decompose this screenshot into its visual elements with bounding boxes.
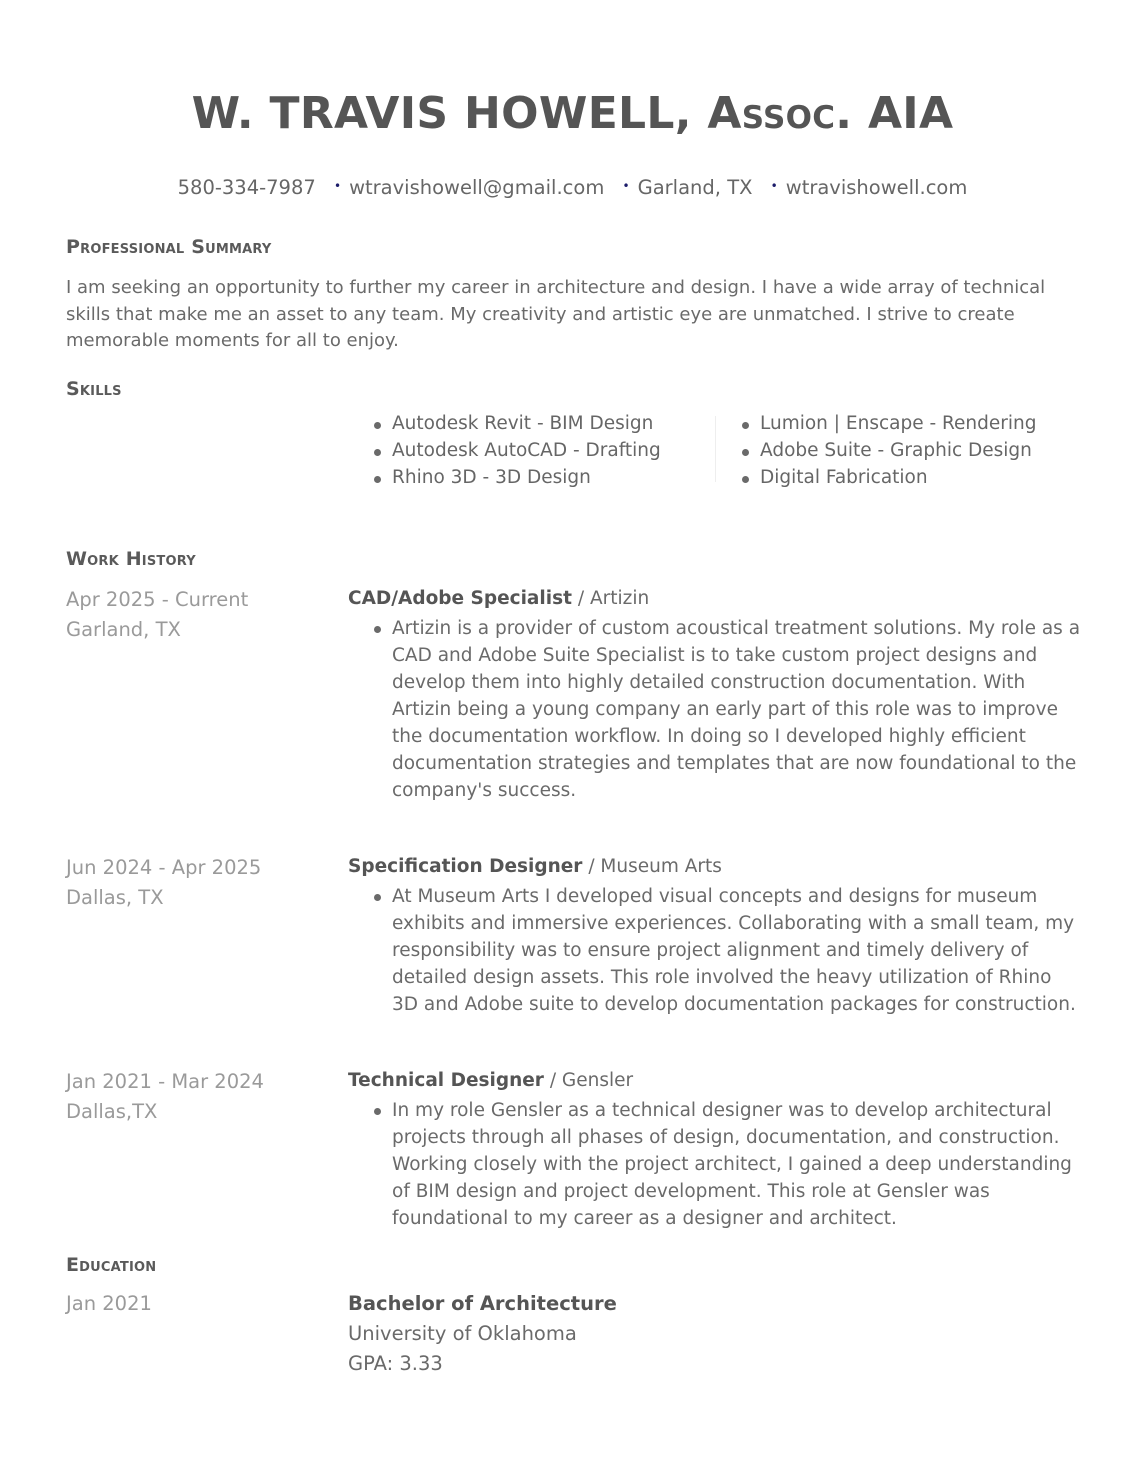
email-address: wtravishowell@gmail.com bbox=[349, 176, 605, 199]
job-title-line bbox=[348, 588, 649, 609]
skill-item: Digital Fabrication bbox=[740, 464, 1037, 491]
location: Garland, TX bbox=[637, 176, 753, 199]
education-school: University of Oklahoma bbox=[348, 1322, 577, 1345]
job-title-line bbox=[348, 1070, 633, 1091]
resume-name bbox=[0, 88, 1145, 139]
job-dates: Apr 2025 - Current bbox=[66, 588, 249, 611]
job-dates: Jun 2024 - Apr 2025 bbox=[66, 856, 262, 879]
bullet-icon bbox=[742, 422, 749, 429]
job-title: CAD/Adobe Specialist bbox=[348, 588, 572, 609]
job-dates: Jan 2021 - Mar 2024 bbox=[66, 1070, 264, 1093]
job-location: Garland, TX bbox=[66, 618, 181, 641]
job-title: Technical Designer bbox=[348, 1070, 544, 1091]
education-degree: Bachelor of Architecture bbox=[348, 1292, 617, 1315]
job-description: In my role Gensler as a technical designer was to develop architectural projects through all phases of design, documentation, and construction. Working closely with the project architect, I gained a deep understanding of BIM design and project development. This role at Gensler was foundational to my career as a designer and architect. bbox=[392, 1100, 1072, 1229]
job-title: Specification Designer bbox=[348, 856, 583, 877]
job-description: Artizin is a provider of custom acoustical treatment solutions. My role as a CAD and Adobe Suite Specialist is to take custom project designs and develop them into highly detailed construction documentation. With Artizin being a young company an early part of this role was to improve the documentation workflow. In doing so I developed highly efficient documentation strategies and templates that are now foundational to the company's success. bbox=[392, 618, 1081, 801]
credential-prefix: Assoc. bbox=[707, 88, 853, 139]
skill-item: Autodesk Revit - BIM Design bbox=[372, 410, 661, 437]
bullet-icon bbox=[374, 449, 381, 456]
education-gpa: GPA: 3.33 bbox=[348, 1352, 443, 1375]
job-company: / Artizin bbox=[571, 588, 650, 609]
bullet-icon bbox=[374, 626, 381, 633]
education-heading: Education bbox=[66, 1254, 157, 1276]
summary-heading: Professional Summary bbox=[66, 236, 272, 258]
job-location: Dallas,TX bbox=[66, 1100, 158, 1123]
contact-line bbox=[0, 176, 1145, 199]
website: wtravishowell.com bbox=[785, 176, 968, 199]
skill-item: Adobe Suite - Graphic Design bbox=[740, 437, 1037, 464]
summary-text: I am seeking an opportunity to further my career in architecture and design. I have a wide array of technical skills that make me an asset to any team. My creativity and artistic eye are unmatched. I strive to create memorable moments for all to enjoy. bbox=[66, 277, 1046, 351]
name-text: W. TRAVIS HOWELL, bbox=[191, 88, 692, 139]
job-description: At Museum Arts I developed visual concepts and designs for museum exhibits and immersive experiences. Collaborating with a small team, my responsibility was to ensure project alignment and timely delivery of detailed design assets. This role involved the heavy utilization of Rhino 3D and Adobe suite to develop documentation packages for construction. bbox=[392, 886, 1076, 1015]
credential-suffix: AIA bbox=[867, 88, 954, 139]
skills-list-left bbox=[372, 410, 661, 491]
job-location: Dallas, TX bbox=[66, 886, 164, 909]
phone-number: 580-334-7987 bbox=[177, 176, 316, 199]
skills-divider bbox=[715, 416, 716, 482]
education-date: Jan 2021 bbox=[66, 1292, 152, 1315]
contact-separator: • bbox=[622, 179, 630, 193]
bullet-icon bbox=[742, 449, 749, 456]
contact-separator: • bbox=[770, 179, 778, 193]
work-history-heading: Work History bbox=[66, 548, 196, 570]
skill-item: Lumion | Enscape - Rendering bbox=[740, 410, 1037, 437]
contact-separator: • bbox=[333, 179, 342, 193]
job-company: / Gensler bbox=[543, 1070, 634, 1091]
skill-item: Autodesk AutoCAD - Drafting bbox=[372, 437, 661, 464]
skill-item: Rhino 3D - 3D Design bbox=[372, 464, 661, 491]
bullet-icon bbox=[742, 476, 749, 483]
bullet-icon bbox=[374, 422, 381, 429]
job-title-line bbox=[348, 856, 722, 877]
bullet-icon bbox=[374, 476, 381, 483]
bullet-icon bbox=[374, 1108, 381, 1115]
bullet-icon bbox=[374, 894, 381, 901]
skills-list-right bbox=[740, 410, 1037, 491]
skills-heading: Skills bbox=[66, 378, 122, 400]
job-company: / Museum Arts bbox=[582, 856, 722, 877]
